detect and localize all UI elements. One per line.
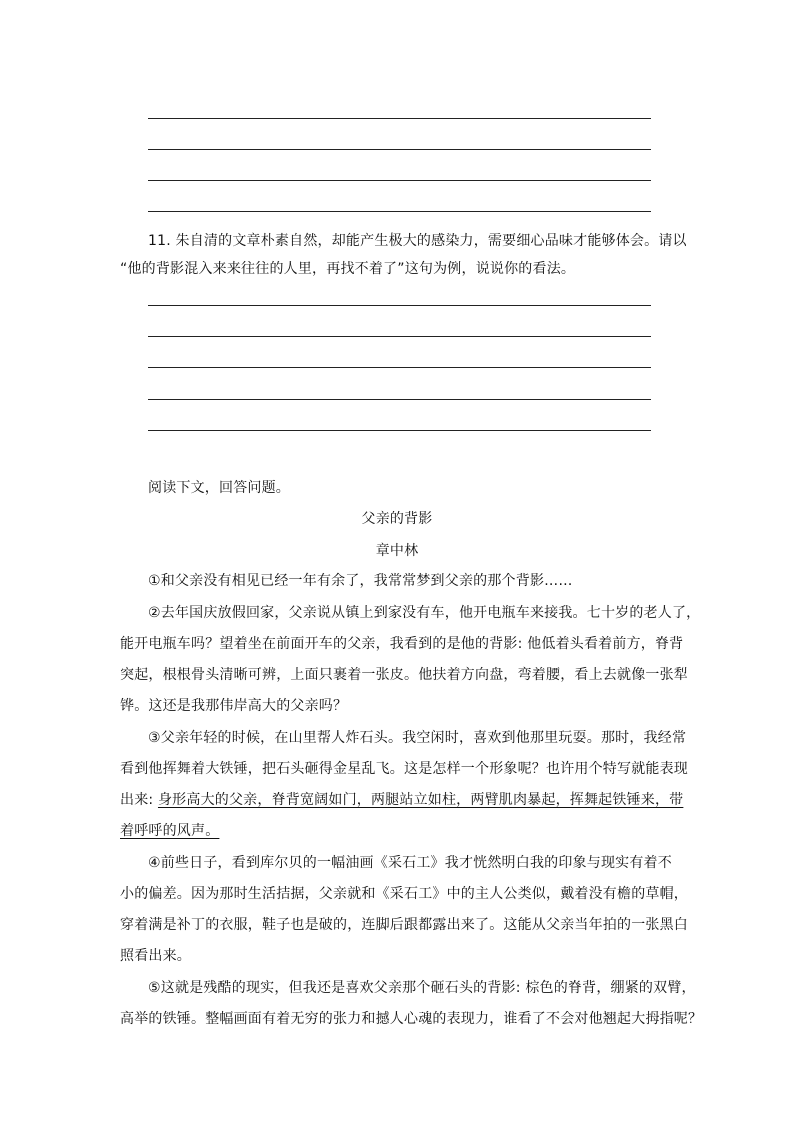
paragraph-line: ④前些日子，看到库尔贝的一幅油画《采石工》我才恍然明白我的印象与现实有着不 — [148, 855, 672, 871]
question-11-line-2: “他的背影混入来来往往的人里，再找不着了”这句为例，说说你的看法。 — [120, 261, 576, 277]
question-11-line-1: 11. 朱自清的文章朴素自然，却能产生极大的感染力，需要细心品味才能够体会。请以 — [148, 233, 687, 249]
answer-line — [148, 149, 651, 150]
underlined-line — [120, 821, 660, 841]
paragraph-line: ⑤这就是残酷的现实，但我还是喜欢父亲那个砸石头的背影: 棕色的脊背，绷紧的双臂， — [148, 980, 696, 996]
answer-line — [148, 211, 651, 212]
answer-line — [148, 336, 651, 337]
paragraph-line: 小的偏差。因为那时生活拮据，父亲就和《采石工》中的主人公类似，戴着没有檐的草帽， — [120, 886, 688, 902]
passage-title: 父亲的背影 — [361, 511, 433, 527]
paragraph-line: 看到他挥舞着大铁锤，把石头砸得金星乱飞。这是怎样一个形象呢？也许用个特写就能表现 — [120, 761, 688, 777]
paragraph-line: 铧。这还是我那伟岸高大的父亲吗？ — [120, 698, 348, 714]
paragraph-line: 穿着满是补丁的衣服，鞋子也是破的，连脚后跟都露出来了。这能从父亲当年拍的一张黑白 — [120, 917, 688, 933]
underlined-sentence: 身形高大的父亲，脊背宽阔如门，两腿站立如柱，两臂肌肉暴起，挥舞起铁锤来，带 — [157, 792, 684, 808]
answer-line — [148, 399, 651, 400]
answer-line — [148, 305, 651, 306]
paragraph-line: 能开电瓶车吗？望着坐在前面开车的父亲，我看到的是他的背影: 他低着头看着前方，脊背 — [120, 636, 684, 652]
paragraph-line: ③父亲年轻的时候，在山里帮人炸石头。我空闲时，喜欢到他那里玩耍。那时，我经常 — [148, 730, 687, 746]
answer-line — [148, 180, 651, 181]
underlined-line — [120, 790, 684, 810]
underlined-sentence-end: 着呼呼的风声。 — [120, 823, 220, 839]
paragraph-line: 突起，根根骨头清晰可辨，上面只裹着一张皮。他扶着方向盘，弯着腰，看上去就像一张犁 — [120, 667, 688, 683]
underline-prefix: 出来: — [120, 792, 158, 808]
passage-author: 章中林 — [375, 543, 419, 559]
paragraph-line: 高举的铁锤。整幅画面有着无穷的张力和撼人心魂的表现力，谁看了不会对他翘起大拇指呢？ — [120, 1011, 703, 1027]
answer-line — [148, 118, 651, 119]
paragraph-line: ①和父亲没有相见已经一年有余了，我常常梦到父亲的那个背影…… — [148, 573, 573, 589]
paragraph-line: 照看出来。 — [120, 948, 191, 964]
paragraph-line: ②去年国庆放假回家，父亲说从镇上到家没有车，他开电瓶车来接我。七十岁的老人了， — [148, 605, 701, 621]
reading-instruction: 阅读下文，回答问题。 — [148, 480, 290, 496]
answer-line — [148, 367, 651, 368]
answer-line — [148, 430, 651, 431]
